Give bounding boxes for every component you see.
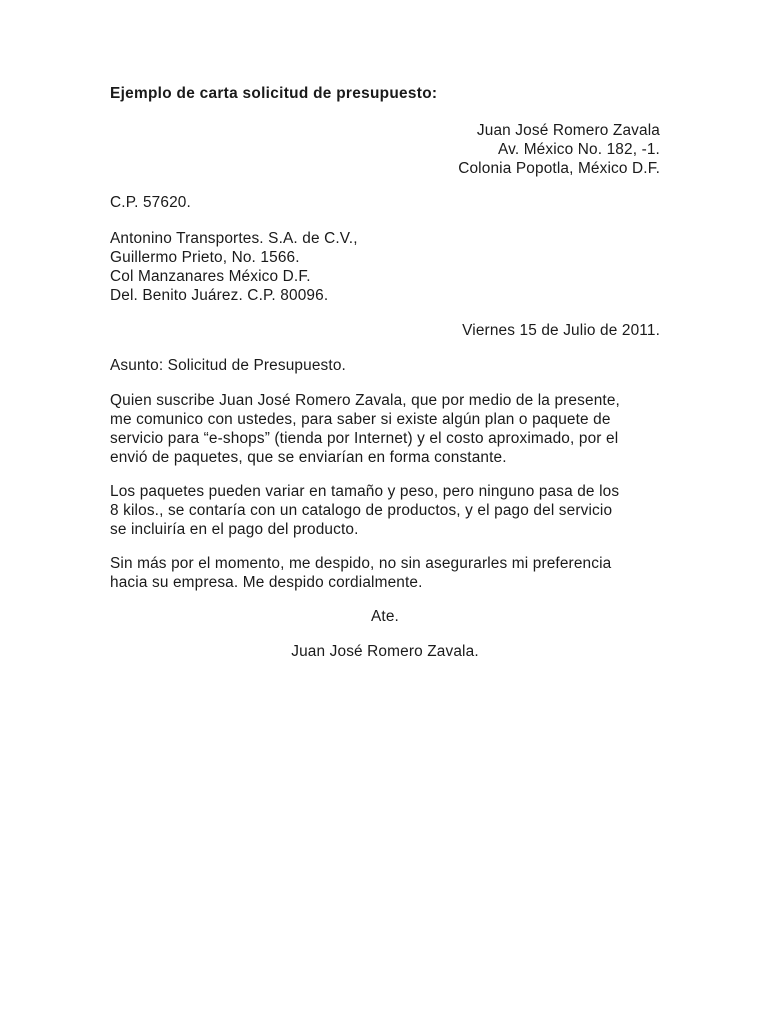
body-line: envió de paquetes, que se enviarían en forma constante. [110, 449, 507, 466]
body-line: Quien suscribe Juan José Romero Zavala, que por medio de la presente, [110, 392, 620, 409]
recipient-address [110, 229, 660, 305]
recipient-company: Antonino Transportes. S.A. de C.V., [110, 230, 358, 247]
recipient-district: Del. Benito Juárez. C.P. 80096. [110, 287, 329, 304]
letter-signature: Juan José Romero Zavala. [291, 643, 479, 660]
body-line: Sin más por el momento, me despido, no sin asegurarles mi preferencia [110, 555, 612, 572]
sender-address [110, 121, 660, 178]
body-paragraph-1 [110, 391, 660, 467]
sender-colony: Colonia Popotla, México D.F. [458, 160, 660, 177]
recipient-street: Guillermo Prieto, No. 1566. [110, 249, 300, 266]
letter-subject: Asunto: Solicitud de Presupuesto. [110, 357, 346, 374]
body-line: hacia su empresa. Me despido cordialmente. [110, 574, 423, 591]
letter-date: Viernes 15 de Julio de 2011. [462, 322, 660, 339]
letter-page [110, 84, 660, 661]
body-line: servicio para “e-shops” (tienda por Internet) y el costo aproximado, por el [110, 430, 619, 447]
sender-street: Av. México No. 182, -1. [498, 141, 660, 158]
body-paragraph-2 [110, 482, 660, 539]
body-paragraph-3 [110, 554, 660, 592]
body-line: me comunico con ustedes, para saber si existe algún plan o paquete de [110, 411, 611, 428]
letter-closing: Ate. [371, 608, 399, 625]
letter-heading: Ejemplo de carta solicitud de presupuesto: [110, 85, 438, 102]
body-line: se incluiría en el pago del producto. [110, 521, 359, 538]
body-line: Los paquetes pueden variar en tamaño y peso, pero ninguno pasa de los [110, 483, 620, 500]
body-line: 8 kilos., se contaría con un catalogo de productos, y el pago del servicio [110, 502, 613, 519]
recipient-colony: Col Manzanares México D.F. [110, 268, 311, 285]
sender-name: Juan José Romero Zavala [476, 122, 660, 139]
postal-code: C.P. 57620. [110, 194, 191, 211]
